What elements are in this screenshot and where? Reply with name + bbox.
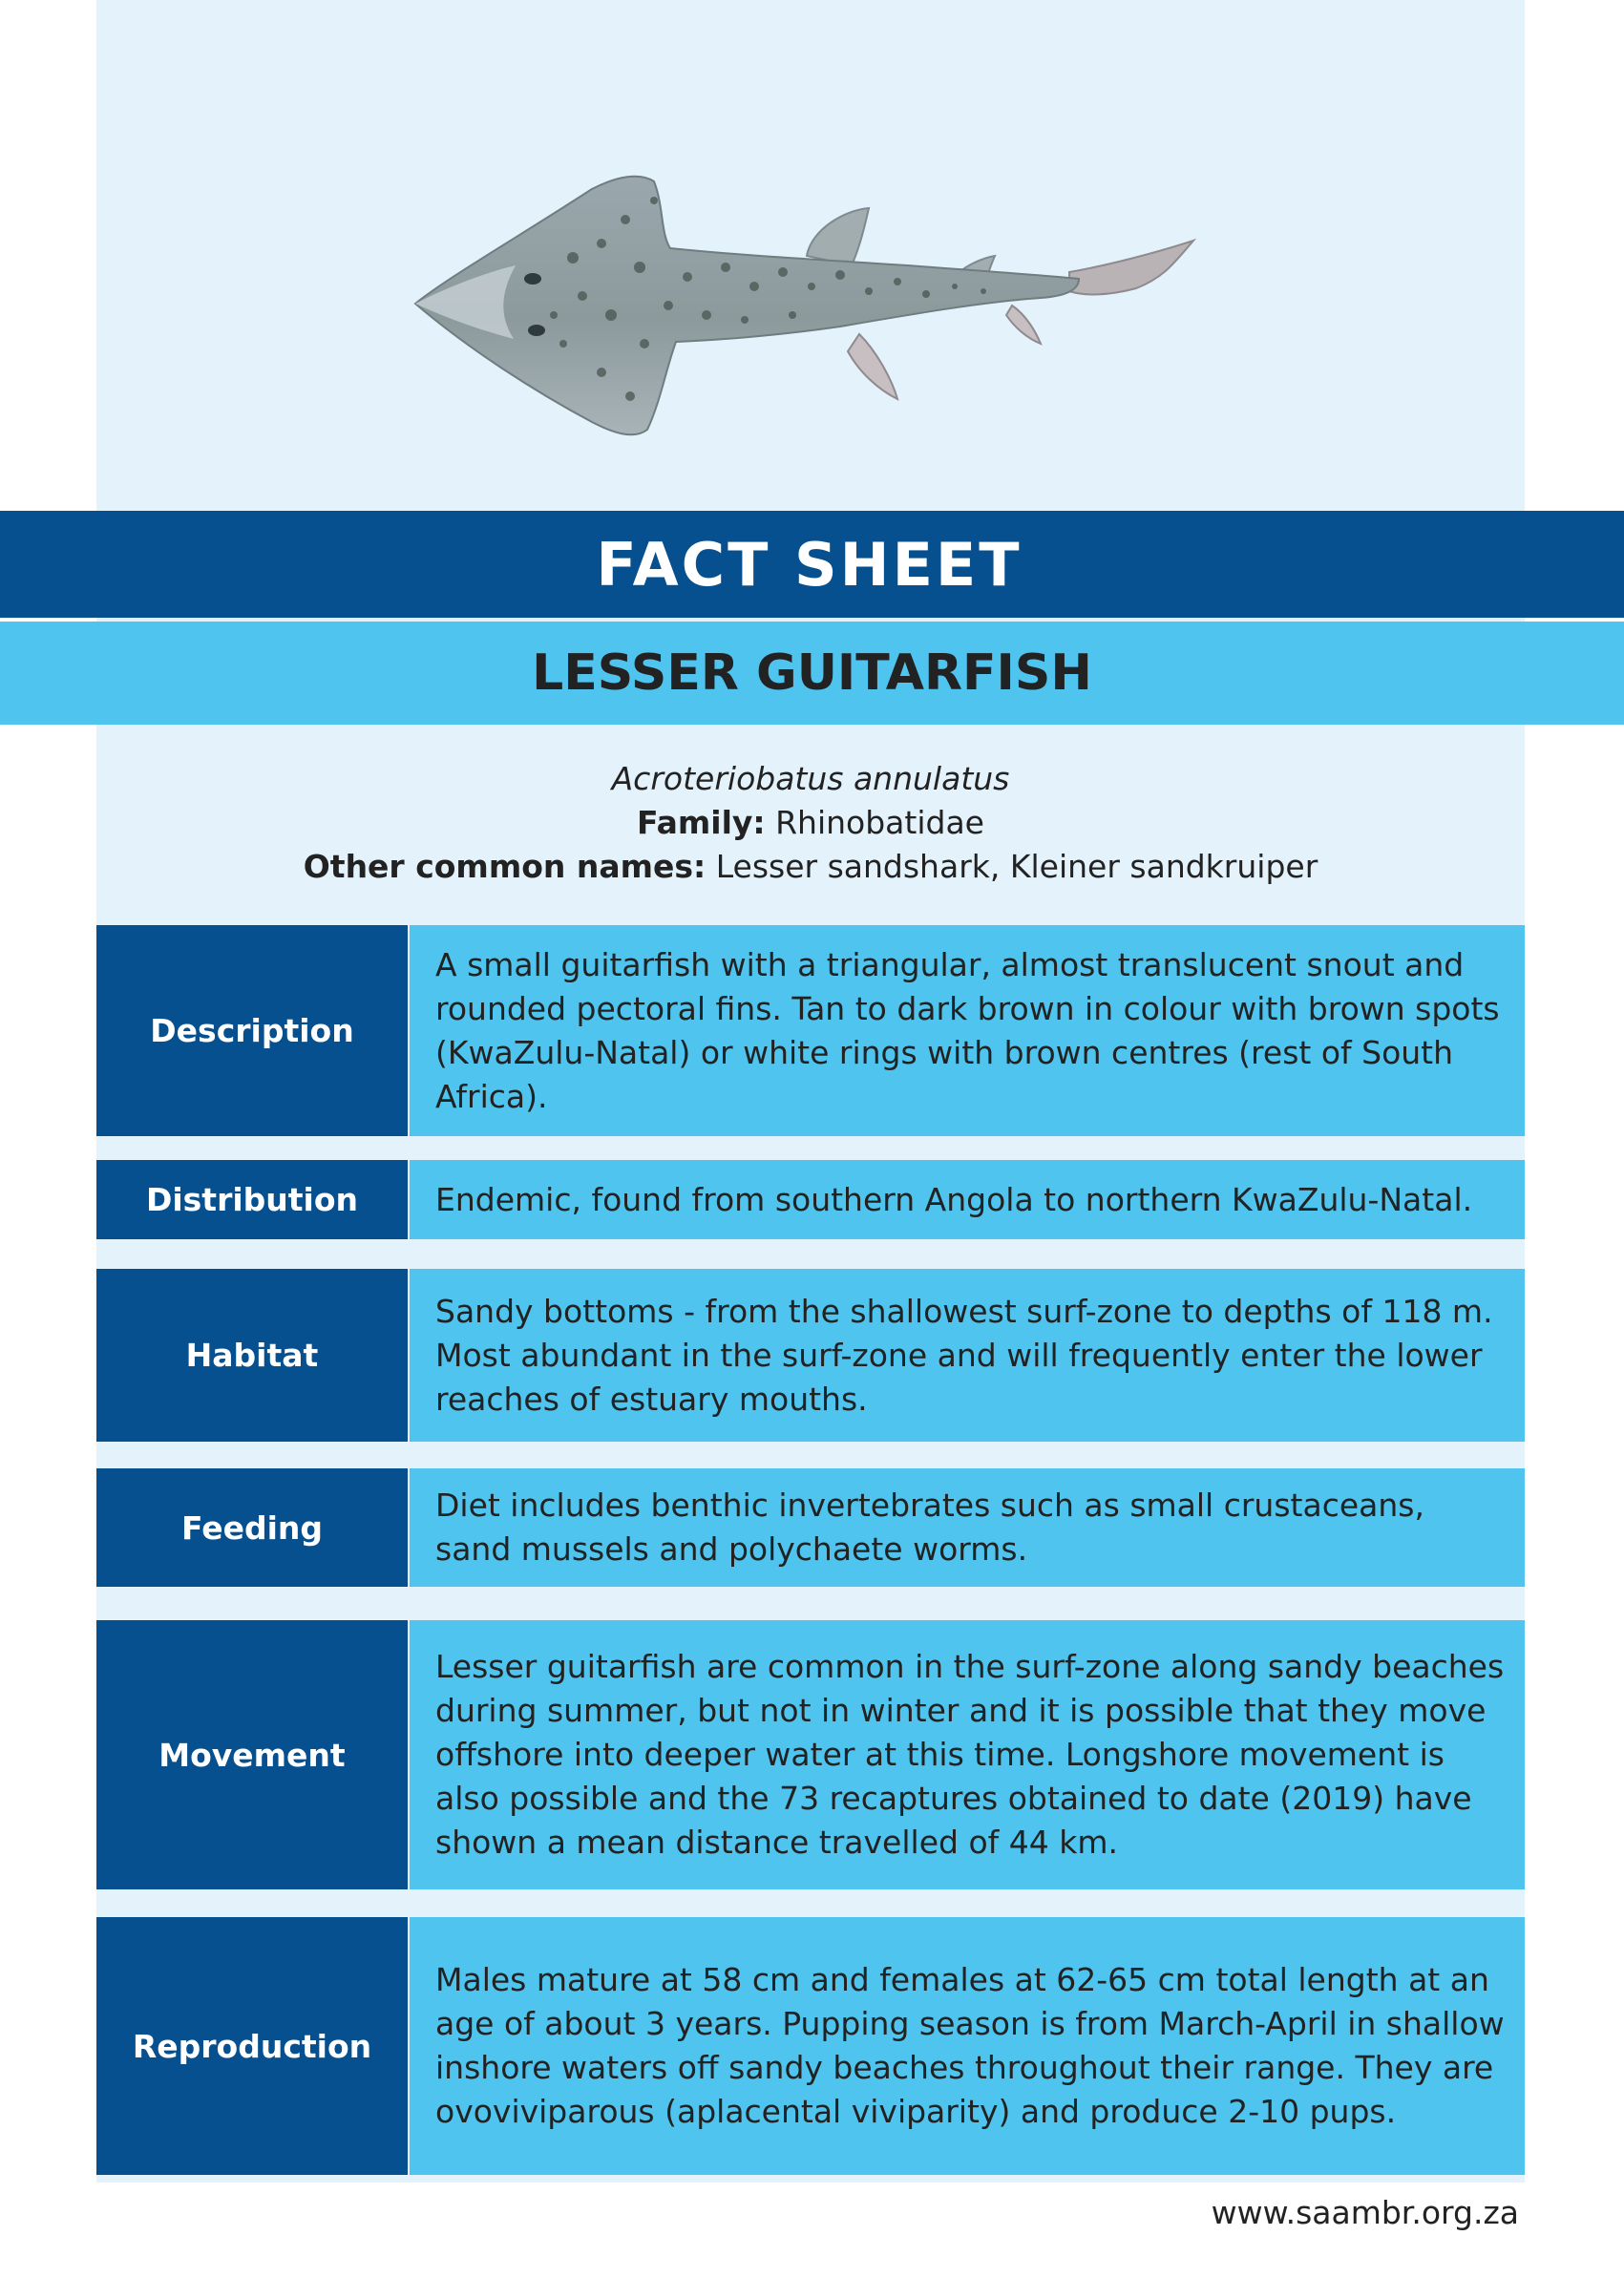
fact-label-cell bbox=[96, 1269, 408, 1442]
other-names-label: Other common names: bbox=[303, 848, 707, 885]
fact-text: A small guitarfish with a triangular, almost translucent snout and rounded pectoral fins. Tan to dark brown in colour with brown spots (KwaZulu-Natal) or white rings with brown centres (rest of South Africa). bbox=[435, 945, 1500, 1115]
guitarfish-illustration bbox=[411, 153, 1203, 449]
fact-label-cell bbox=[96, 1160, 408, 1239]
fact-text-cell bbox=[410, 1468, 1525, 1587]
website-link[interactable]: www.saambr.org.za bbox=[1211, 2194, 1519, 2231]
fact-label: Distribution bbox=[145, 1181, 359, 1218]
fact-text-cell bbox=[410, 1917, 1525, 2175]
fact-text: Males mature at 58 cm and females at 62-65 cm total length at an age of about 3 years. Pupping season is from March-April in shallow inshore waters off sandy beaches throughout their range. They are ovoviviparous (aplacental viviparity) and produce 2-10 pups. bbox=[435, 1961, 1505, 2130]
fact-label-cell bbox=[96, 1917, 408, 2175]
fact-label: Movement bbox=[158, 1736, 346, 1774]
fact-label: Habitat bbox=[185, 1337, 319, 1374]
fact-row-description bbox=[96, 925, 1525, 1136]
other-names-value: Lesser sandshark, Kleiner sandkruiper bbox=[715, 848, 1318, 885]
fact-text-cell bbox=[410, 1620, 1525, 1889]
fact-text-cell bbox=[410, 1269, 1525, 1442]
fact-label: Description bbox=[150, 1012, 354, 1049]
fact-row-feeding bbox=[96, 1468, 1525, 1587]
family-line bbox=[96, 801, 1525, 845]
fact-row-movement bbox=[96, 1620, 1525, 1889]
fact-sheet-header-band bbox=[0, 511, 1624, 618]
fact-label: Feeding bbox=[180, 1508, 324, 1547]
fact-label-cell bbox=[96, 1468, 408, 1587]
scientific-name: Acroteriobatus annulatus bbox=[611, 760, 1010, 797]
fact-text-cell bbox=[410, 925, 1525, 1136]
family-label: Family: bbox=[637, 804, 766, 841]
fact-label: Reproduction bbox=[132, 2027, 372, 2065]
fact-text: Sandy bottoms - from the shallowest surf-zone to depths of 118 m. Most abundant in the surf-zone and will frequently enter the lower reaches of estuary mouths. bbox=[435, 1292, 1493, 1418]
species-common-name: LESSER GUITARFISH bbox=[532, 644, 1092, 702]
other-names-line bbox=[96, 845, 1525, 889]
fact-label-cell bbox=[96, 925, 408, 1136]
fact-row-distribution bbox=[96, 1160, 1525, 1239]
family-value: Rhinobatidae bbox=[775, 804, 984, 841]
fact-sheet-title: FACT SHEET bbox=[596, 529, 1023, 600]
fact-text: Diet includes benthic invertebrates such as small crustaceans, sand mussels and polychaete worms. bbox=[435, 1487, 1424, 1568]
fact-label-cell bbox=[96, 1620, 408, 1889]
fact-row-habitat bbox=[96, 1269, 1525, 1442]
fact-text-cell bbox=[410, 1160, 1525, 1239]
fact-text: Endemic, found from southern Angola to northern KwaZulu-Natal. bbox=[435, 1180, 1473, 1218]
fact-text: Lesser guitarfish are common in the surf-zone along sandy beaches during summer, but not in winter and it is possible that they move offshore into deeper water at this time. Longshore movement is also possible and the 73 recaptures obtained to date (2019) have shown a mean distance travelled of 44 km. bbox=[435, 1648, 1505, 1861]
species-name-band bbox=[0, 622, 1624, 725]
fact-row-reproduction bbox=[96, 1917, 1525, 2175]
species-metadata bbox=[96, 757, 1525, 889]
